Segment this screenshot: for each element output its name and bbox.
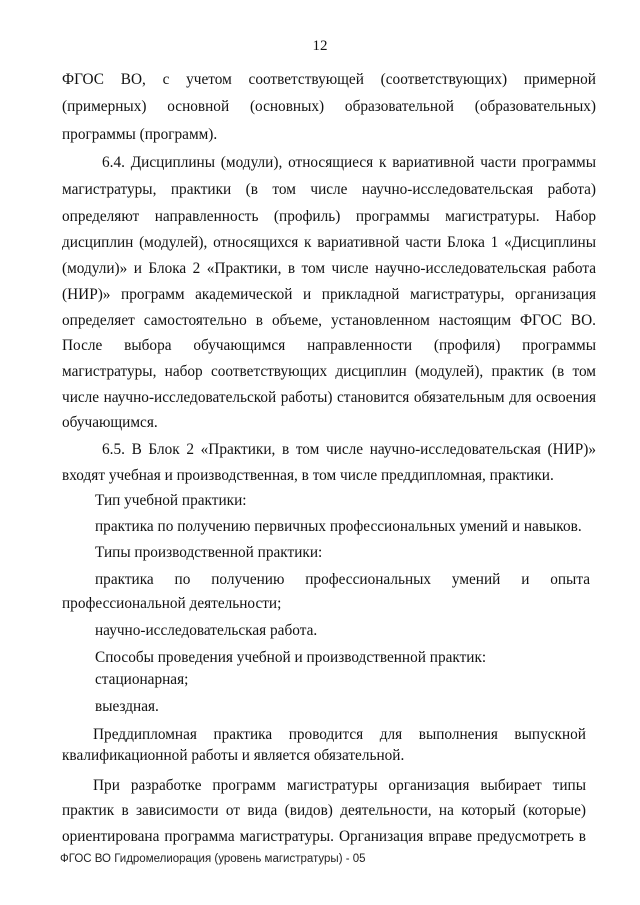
text-line: 6.4. Дисциплины (модули), относящиеся к вариативной части программы — [102, 154, 596, 171]
text-line: обучающимся. — [62, 414, 158, 431]
text-line: практика по получению профессиональных умений и опыта — [95, 571, 590, 588]
page-footer: ФГОС ВО Гидромелиорация (уровень магистратуры) - 05 — [60, 853, 366, 865]
text-line: квалификационной работы и является обязательной. — [62, 747, 405, 764]
text-line: Преддипломная практика проводится для выполнения выпускной — [93, 726, 586, 743]
text-line: стационарная; — [95, 671, 189, 688]
text-line: (НИР)» программ академической и прикладной магистратуры, организация — [62, 286, 596, 303]
page-number: 12 — [312, 38, 328, 54]
text-line: Способы проведения учебной и производственной практик: — [95, 649, 487, 666]
text-line: магистратуры, практики (в том числе научно-исследовательская работа) — [62, 181, 596, 198]
text-line: 6.5. В Блок 2 «Практики, в том числе научно-исследовательская (НИР)» — [102, 441, 596, 458]
text-line: ориентирована программа магистратуры. Организация вправе предусмотреть в — [62, 828, 586, 845]
text-line: входят учебная и производственная, в том числе преддипломная, практики. — [62, 467, 554, 484]
text-line: (модули)» и Блока 2 «Практики, в том числе научно-исследовательская работа — [62, 260, 596, 277]
text-line: определяют направленность (профиль) программы магистратуры. Набор — [62, 208, 596, 225]
text-line: Тип учебной практики: — [95, 492, 247, 509]
text-line: дисциплин (модулей), относящихся к вариативной части Блока 1 «Дисциплины — [62, 234, 596, 251]
text-line: ФГОС ВО, с учетом соответствующей (соответствующих) примерной — [62, 71, 596, 88]
text-line: научно-исследовательская работа. — [95, 622, 318, 639]
text-line: практика по получению первичных профессиональных умений и навыков. — [95, 518, 582, 535]
text-line: Типы производственной практики: — [95, 544, 323, 561]
text-line: При разработке программ магистратуры организация выбирает типы — [93, 777, 586, 794]
text-line: числе научно-исследовательской работы) становится обязательным для освоения — [62, 389, 596, 406]
text-line: После выбора обучающимся направленности (профиля) программы — [62, 337, 596, 354]
text-line: (примерных) основной (основных) образовательной (образовательных) — [62, 98, 596, 115]
text-line: профессиональной деятельности; — [62, 595, 282, 612]
text-line: выездная. — [95, 698, 159, 715]
text-line: программы (программ). — [62, 126, 218, 143]
text-line: магистратуры, набор соответствующих дисциплин (модулей), практик (в том — [62, 363, 596, 380]
text-line: практик в зависимости от вида (видов) деятельности, на который (которые) — [62, 802, 586, 819]
text-line: определяет самостоятельно в объеме, установленном настоящим ФГОС ВО. — [62, 312, 596, 329]
